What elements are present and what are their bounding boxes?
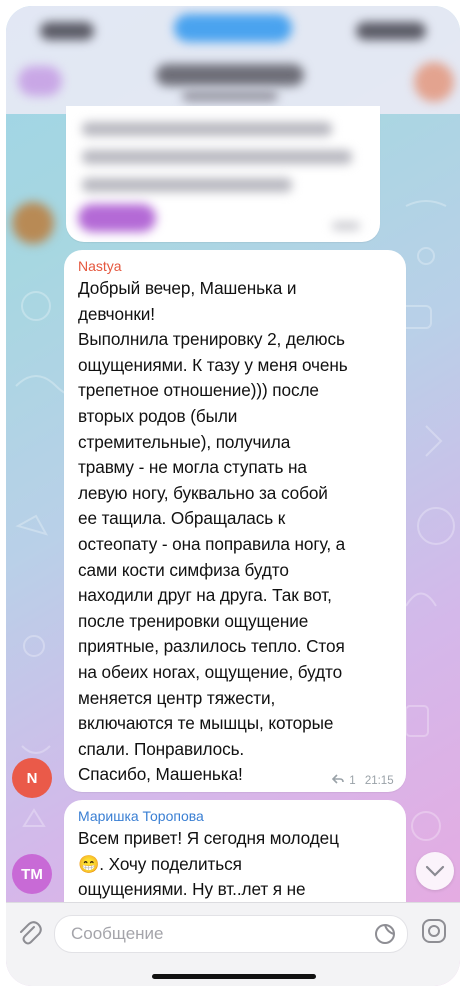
message-time bbox=[332, 222, 360, 230]
chevron-down-icon bbox=[425, 865, 445, 877]
message-meta bbox=[332, 774, 394, 787]
paperclip-icon[interactable] bbox=[18, 919, 42, 952]
back-button[interactable] bbox=[18, 66, 62, 96]
chat-subtitle bbox=[182, 90, 278, 102]
dynamic-island bbox=[174, 14, 292, 42]
camera-icon[interactable] bbox=[420, 917, 448, 950]
chat-avatar[interactable] bbox=[414, 62, 454, 102]
message-bubble-previous[interactable] bbox=[66, 106, 380, 242]
message-text: Добрый вечер, Машенька и девчонки! Выполнила тренировку 2, делюсь ощущениями. К тазу у меня очень трепетное отношение))) после вторых родов (были стремительные), получила травму - не могла ступать на левую ногу, буквально за собой ее тащила. Обращалась к остеопату - она поправила ногу, а сами кости симфиза будто находили друг на друга. Так вот, после тренировки ощущение приятные, разлилось тепло. Стоя на обеих ногах, ощущение, будто меняется центр тяжести, включаются те мышцы, которые спали. Понравилось. Спасибо, Машенька! bbox=[78, 278, 348, 785]
home-indicator bbox=[152, 974, 316, 979]
message-bubble-nastya[interactable] bbox=[64, 250, 406, 792]
blurred-text bbox=[82, 150, 352, 164]
message-text: Всем привет! Я сегодня молодец 😁. Хочу поделиться ощущениями. Ну вт..лет я не bbox=[78, 828, 339, 900]
reaction-badge[interactable] bbox=[78, 204, 156, 232]
blurred-text bbox=[82, 178, 292, 192]
sender-name[interactable]: Маришка Торопова bbox=[78, 808, 204, 824]
blurred-text bbox=[82, 122, 332, 136]
avatar-initial: ТМ bbox=[21, 865, 43, 883]
reply-count[interactable]: 1 bbox=[349, 775, 356, 787]
avatar-nastya[interactable] bbox=[12, 758, 52, 798]
scroll-down-button[interactable] bbox=[416, 852, 454, 890]
message-input[interactable] bbox=[54, 915, 408, 953]
status-icons bbox=[356, 22, 426, 40]
chat-screen bbox=[6, 6, 460, 986]
status-time bbox=[40, 22, 94, 40]
avatar-initial: N bbox=[26, 769, 38, 787]
sticker-icon[interactable] bbox=[373, 922, 397, 951]
reply-arrow-icon bbox=[332, 774, 346, 787]
sender-name[interactable]: Nastya bbox=[78, 258, 122, 274]
message-placeholder: Сообщение bbox=[71, 924, 164, 943]
avatar-maryshka[interactable] bbox=[12, 854, 52, 894]
chat-title[interactable] bbox=[156, 64, 304, 86]
avatar[interactable] bbox=[12, 202, 54, 244]
message-time: 21:15 bbox=[364, 775, 394, 787]
chat-header bbox=[6, 6, 460, 114]
